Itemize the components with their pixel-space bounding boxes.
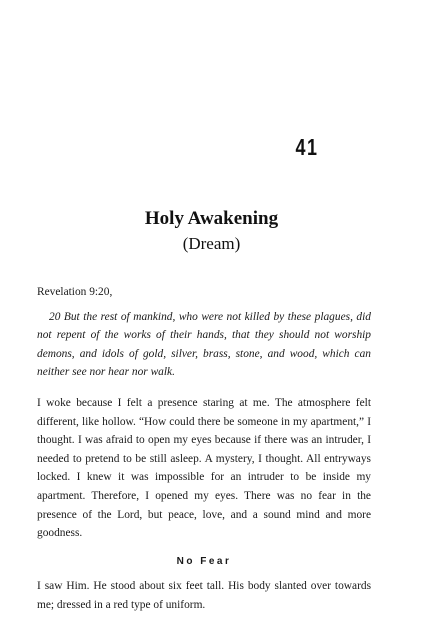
chapter-number: 41 <box>295 134 319 160</box>
chapter-title: Holy Awakening <box>144 208 279 229</box>
scripture-verse: 20 But the rest of mankind, who were not killed by these plagues, did not repent of the works of their hands, that they should not worship demons, and idols of gold, silver, brass, stone, and wood, which can neither see nor hear nor walk. <box>37 310 371 379</box>
body-content <box>37 283 371 625</box>
chapter-subtitle: (Dream) <box>182 234 241 253</box>
scripture-reference: Revelation 9:20, <box>37 286 113 298</box>
body-paragraph: I woke because I felt a presence staring at me. The atmosphere felt different, like hollow. “How could there be someone in my apartment,” I thought. I was afraid to open my eyes because if there was an intruder, I needed to pretend to be still asleep. A mystery, I thought. All entryways locked. I knew it was impossible for an intruder to be inside my apartment. Therefore, I opened my eyes. There was no fear in the presence of the Lord, but peace, love, and a sound mind and more goodness. <box>37 396 371 540</box>
body-paragraph: I saw Him. He stood about six feet tall. His body slanted over towards me; dressed in a red type of uniform. <box>37 580 371 611</box>
section-heading: No Fear <box>176 555 232 567</box>
